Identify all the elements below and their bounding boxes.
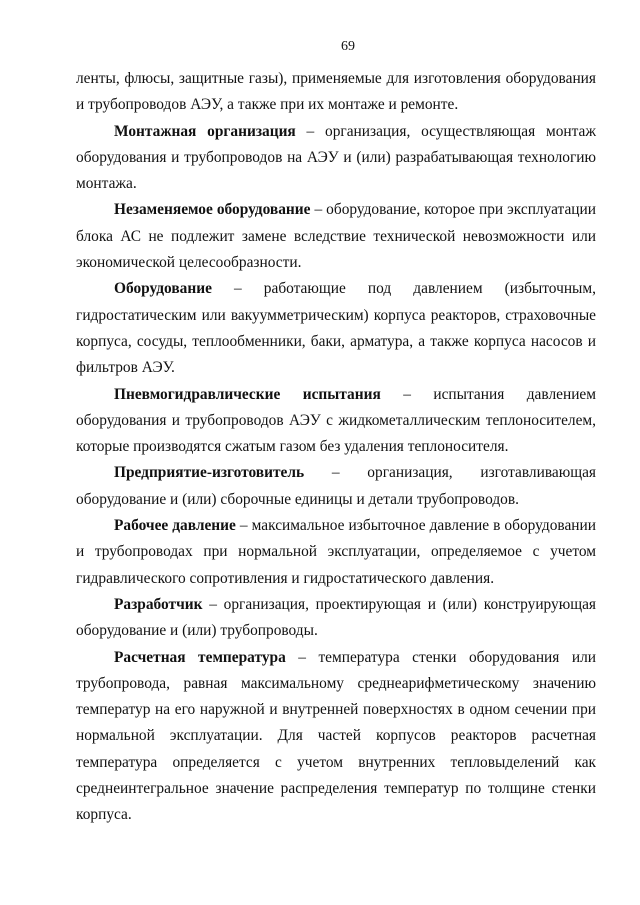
definition-predpriyatie-izgotovitel (76, 460, 596, 513)
definition-text: – организация, изготавливающая оборудование и (или) сборочные единицы и детали трубопроводов. (76, 464, 596, 508)
definition-term: Оборудование (114, 280, 212, 298)
definition-pnevmogidravlicheskie-ispytaniya (76, 382, 596, 461)
definition-term: Разработчик (114, 595, 203, 613)
definition-oborudovanie (76, 276, 596, 381)
definition-razrabotchik (76, 592, 596, 645)
definition-montazhnaya-organizatsiya (76, 119, 596, 198)
paragraph-text: ленты, флюсы, защитные газы), применяемые для изготовления оборудования и трубопроводов АЭУ, а также при их монтаже и ремонте. (76, 70, 596, 114)
definition-text: – испытания давлением оборудования и трубопроводов АЭУ с жидкометаллическим теплоносителем, которые производятся сжатым газом без удаления теплоносителя. (76, 385, 596, 456)
definition-term: Расчетная температура (114, 648, 286, 666)
paragraph-continuation (76, 66, 596, 119)
definition-term: Пневмогидравлические испытания (114, 385, 381, 403)
definition-nezamenyaemoe-oborudovanie (76, 197, 596, 276)
definition-term: Предприятие-изготовитель (114, 464, 305, 482)
definition-text: – температура стенки оборудования или трубопровода, равная максимальному среднеарифметическому значению температур на его наружной и внутренней поверхностях в одном сечении при нормальной эксплуатации. Для частей корпусов реакторов расчетная температура определяется с учетом внутренних тепловыделений как среднеинтегральное значение распределения температур по толщине стенки корпуса. (76, 648, 596, 824)
definition-rabochee-davlenie (76, 513, 596, 592)
definition-text: – оборудование, которое при эксплуатации блока АС не подлежит замене вследствие технической невозможности или экономической целесообразности. (76, 201, 596, 272)
definition-term: Монтажная организация (114, 122, 296, 140)
definition-raschetnaya-temperatura (76, 645, 596, 829)
definition-text: – организация, проектирующая и (или) конструирующая оборудование и (или) трубопроводы. (76, 595, 596, 640)
definition-text: – работающие под давлением (избыточным, гидростатическим или вакуумметрическим) корпуса реакторов, страховочные корпуса, сосуды, теплообменники, баки, арматура, а также корпуса насосов и фильтров АЭУ. (76, 280, 596, 377)
definition-text: – организация, осуществляющая монтаж оборудования и трубопроводов на АЭУ и (или) разрабатывающая технологию монтажа. (76, 122, 597, 193)
definition-term: Рабочее давление (114, 517, 236, 535)
definition-term: Незаменяемое оборудование (114, 201, 311, 219)
page-number: 69 (341, 39, 355, 54)
definition-text: – максимальное избыточное давление в оборудовании и трубопроводах при нормальной эксплуатации, определяемое с учетом гидравлического сопротивления и гидростатического давления. (76, 517, 596, 587)
